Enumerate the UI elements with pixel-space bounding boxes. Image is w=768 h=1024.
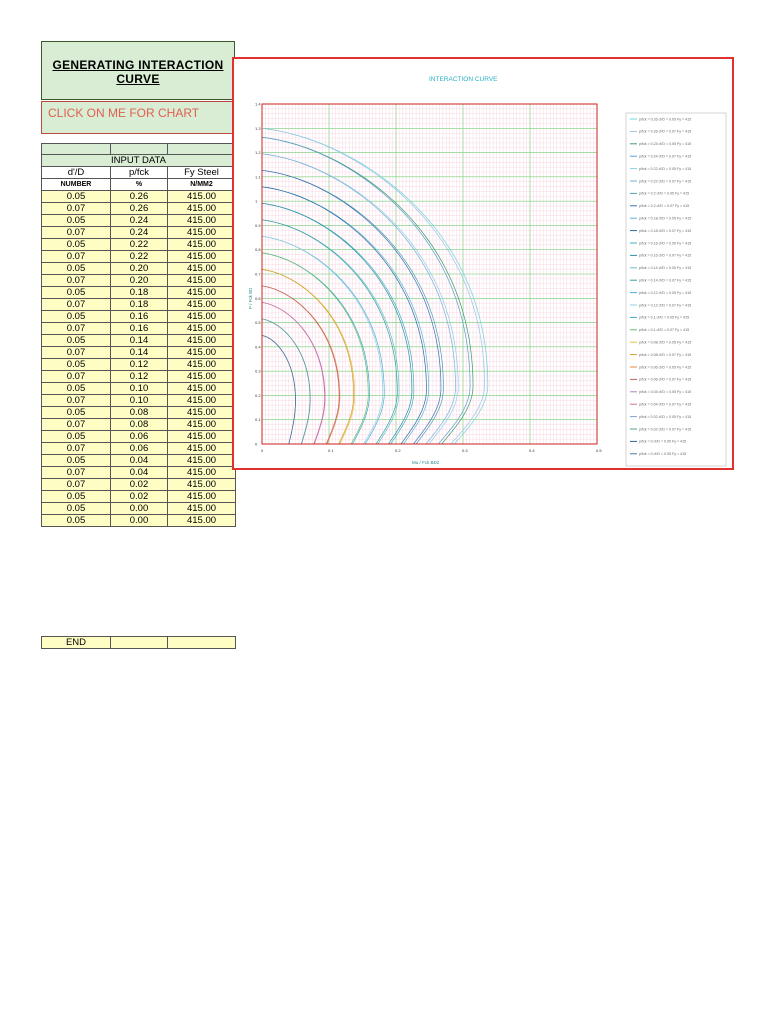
- cell-fy[interactable]: 415.00: [168, 407, 236, 419]
- cell-fy[interactable]: 415.00: [168, 419, 236, 431]
- cell-dd[interactable]: 0.07: [42, 275, 111, 287]
- cell-dd[interactable]: 0.05: [42, 191, 111, 203]
- y-tick-label: 0.5: [255, 320, 261, 326]
- curve-series-line: [262, 286, 340, 444]
- legend-entry: p/fck = 0 d'/D = 0.05 Fy = 415: [639, 452, 687, 457]
- legend-entry: p/fck = 0.16 d'/D = 0.07 Fy = 415: [639, 253, 692, 258]
- legend-entry: p/fck = 0.14 d'/D = 0.07 Fy = 415: [639, 278, 692, 283]
- cell-fy[interactable]: 415.00: [168, 215, 236, 227]
- legend-entry: p/fck = 0.2 d'/D = 0.05 Fy = 415: [639, 191, 690, 196]
- cell-fy[interactable]: 415.00: [168, 311, 236, 323]
- y-tick-label: 0.8: [255, 247, 261, 253]
- cell-fy[interactable]: 415.00: [168, 515, 236, 527]
- x-axis-label: Mu / Fck BD2: [412, 460, 440, 465]
- cell-dd[interactable]: 0.07: [42, 227, 111, 239]
- cell-dd[interactable]: 0.05: [42, 515, 111, 527]
- cell-pfck[interactable]: 0.20: [111, 275, 168, 287]
- end-label[interactable]: END: [42, 637, 111, 649]
- cell-fy[interactable]: 415.00: [168, 503, 236, 515]
- input-data-header: INPUT DATA: [42, 155, 236, 167]
- table-row: [42, 203, 236, 215]
- legend-entry: p/fck = 0.18 d'/D = 0.05 Fy = 415: [639, 216, 692, 221]
- legend-entry: p/fck = 0.06 d'/D = 0.07 Fy = 415: [639, 377, 692, 382]
- table-row: [42, 407, 236, 419]
- y-tick-label: 0.4: [255, 344, 261, 350]
- cell-fy[interactable]: 415.00: [168, 299, 236, 311]
- column-header-row: [42, 167, 236, 179]
- cell-fy[interactable]: 415.00: [168, 335, 236, 347]
- column-header: p/fck: [111, 167, 168, 179]
- chart-title: INTERACTION CURVE: [429, 76, 498, 83]
- cell-pfck[interactable]: 0.10: [111, 395, 168, 407]
- cell-dd[interactable]: 0.07: [42, 371, 111, 383]
- y-tick-label: 1.1: [255, 174, 261, 180]
- table-row: [42, 299, 236, 311]
- cell-fy[interactable]: 415.00: [168, 479, 236, 491]
- y-tick-label: 0.6: [255, 295, 261, 301]
- cell-pfck[interactable]: 0.12: [111, 371, 168, 383]
- cell-dd[interactable]: 0.07: [42, 299, 111, 311]
- y-tick-label: 0.7: [255, 271, 261, 277]
- cell-dd[interactable]: 0.05: [42, 407, 111, 419]
- cell-fy[interactable]: 415.00: [168, 275, 236, 287]
- legend-entry: p/fck = 0.26 d'/D = 0.07 Fy = 415: [639, 129, 692, 134]
- cell-dd[interactable]: 0.05: [42, 239, 111, 251]
- table-row: [42, 311, 236, 323]
- x-tick-label: 0.4: [529, 448, 535, 453]
- cell-pfck[interactable]: 0.00: [111, 503, 168, 515]
- end-cell[interactable]: [168, 637, 236, 649]
- cell-dd[interactable]: 0.05: [42, 383, 111, 395]
- cell-dd[interactable]: 0.07: [42, 419, 111, 431]
- cell-pfck[interactable]: 0.14: [111, 335, 168, 347]
- cell-pfck[interactable]: 0.10: [111, 383, 168, 395]
- cell-pfck[interactable]: 0.06: [111, 443, 168, 455]
- x-tick-label: 0.1: [328, 448, 334, 453]
- cell-pfck[interactable]: 0.04: [111, 455, 168, 467]
- y-tick-label: 0.2: [255, 392, 261, 398]
- curve-series-line: [262, 286, 339, 444]
- table-row: [42, 239, 236, 251]
- table-row: [42, 479, 236, 491]
- cell-pfck[interactable]: 0.02: [111, 491, 168, 503]
- table-row: [42, 443, 236, 455]
- table-row: [42, 491, 236, 503]
- legend-entry: p/fck = 0.12 d'/D = 0.07 Fy = 415: [639, 303, 692, 308]
- table-row: [42, 503, 236, 515]
- cell-dd[interactable]: 0.05: [42, 431, 111, 443]
- cell-fy[interactable]: 415.00: [168, 287, 236, 299]
- table-row: [42, 323, 236, 335]
- table-row: [42, 275, 236, 287]
- cell-pfck[interactable]: 0.14: [111, 347, 168, 359]
- cell-dd[interactable]: 0.07: [42, 203, 111, 215]
- table-row: [42, 395, 236, 407]
- curve-series-line: [262, 220, 397, 444]
- title-line-1: GENERATING INTERACTION: [52, 58, 224, 72]
- legend-entry: p/fck = 0.22 d'/D = 0.07 Fy = 415: [639, 179, 692, 184]
- cell-pfck[interactable]: 0.16: [111, 323, 168, 335]
- cell-dd[interactable]: 0.07: [42, 323, 111, 335]
- table-row: [42, 515, 236, 527]
- curve-series: [262, 128, 488, 444]
- table-row: [42, 191, 236, 203]
- table-row: [42, 215, 236, 227]
- table-row: [42, 359, 236, 371]
- legend-entry: p/fck = 0.02 d'/D = 0.05 Fy = 415: [639, 414, 692, 419]
- table-row: [42, 467, 236, 479]
- cell-pfck[interactable]: 0.26: [111, 203, 168, 215]
- cell-dd[interactable]: 0.05: [42, 455, 111, 467]
- end-row-table: [41, 636, 236, 649]
- cell-dd[interactable]: 0.05: [42, 503, 111, 515]
- input-data-header-row: [42, 155, 236, 167]
- cell-fy[interactable]: 415.00: [168, 395, 236, 407]
- y-tick-label: 1.4: [255, 101, 261, 107]
- curve-series-line: [262, 137, 473, 444]
- cell-pfck[interactable]: 0.26: [111, 191, 168, 203]
- legend-entry: p/fck = 0.1 d'/D = 0.05 Fy = 415: [639, 315, 690, 320]
- legend-entry: p/fck = 0.08 d'/D = 0.07 Fy = 415: [639, 352, 692, 357]
- table-row: [42, 455, 236, 467]
- legend-entry: p/fck = 0.22 d'/D = 0.05 Fy = 415: [639, 166, 692, 171]
- x-tick-label: 0.3: [462, 448, 468, 453]
- cell-fy[interactable]: 415.00: [168, 431, 236, 443]
- cell-dd[interactable]: 0.05: [42, 491, 111, 503]
- cell-dd[interactable]: 0.05: [42, 311, 111, 323]
- cell-dd[interactable]: 0.05: [42, 359, 111, 371]
- y-tick-label: 1.3: [255, 125, 261, 131]
- end-cell[interactable]: [111, 637, 168, 649]
- legend-entry: p/fck = 0 d'/D = 0.05 Fy = 415: [639, 439, 687, 444]
- cell-fy[interactable]: 415.00: [168, 383, 236, 395]
- cell-fy[interactable]: 415.00: [168, 443, 236, 455]
- x-tick-label: 0.2: [395, 448, 401, 453]
- cell-dd[interactable]: 0.07: [42, 347, 111, 359]
- y-tick-label: 0.3: [255, 368, 261, 374]
- y-tick-label: 0.9: [255, 222, 261, 228]
- units-row: [42, 179, 236, 191]
- legend-entry: p/fck = 0.12 d'/D = 0.05 Fy = 415: [639, 290, 692, 295]
- table-row: [42, 335, 236, 347]
- cell-dd[interactable]: 0.07: [42, 395, 111, 407]
- cell-pfck[interactable]: 0.16: [111, 311, 168, 323]
- empty-row: [42, 144, 236, 155]
- legend-entry: p/fck = 0.26 d'/D = 0.05 Fy = 415: [639, 117, 692, 122]
- cell-pfck[interactable]: 0.24: [111, 215, 168, 227]
- legend-entry: p/fck = 0.2 d'/D = 0.07 Fy = 415: [639, 204, 690, 209]
- y-axis-label: P / Fck BD: [248, 287, 253, 309]
- cell-pfck[interactable]: 0.12: [111, 359, 168, 371]
- cell-dd[interactable]: 0.07: [42, 443, 111, 455]
- legend-entry: p/fck = 0.1 d'/D = 0.07 Fy = 415: [639, 328, 690, 333]
- x-tick-label: 0.5: [596, 448, 602, 453]
- unit-label: NUMBER: [42, 179, 111, 191]
- cell-pfck[interactable]: 0.24: [111, 227, 168, 239]
- title-line-2: CURVE: [116, 72, 160, 86]
- cell-fy[interactable]: 415.00: [168, 203, 236, 215]
- cell-pfck[interactable]: 0.06: [111, 431, 168, 443]
- legend-entry: p/fck = 0.16 d'/D = 0.05 Fy = 415: [639, 241, 692, 246]
- cell-fy[interactable]: 415.00: [168, 371, 236, 383]
- table-row: [42, 371, 236, 383]
- unit-label: N/MM2: [168, 179, 236, 191]
- legend-entry: p/fck = 0.02 d'/D = 0.07 Fy = 415: [639, 427, 692, 432]
- unit-label: %: [111, 179, 168, 191]
- curve-series-line: [262, 319, 310, 444]
- cell-fy[interactable]: 415.00: [168, 347, 236, 359]
- cell-dd[interactable]: 0.07: [42, 467, 111, 479]
- cell-dd[interactable]: 0.05: [42, 287, 111, 299]
- cell-fy[interactable]: 415.00: [168, 359, 236, 371]
- cell-fy[interactable]: 415.00: [168, 227, 236, 239]
- table-row: [42, 431, 236, 443]
- table-row: [42, 263, 236, 275]
- x-tick-label: 0: [261, 448, 264, 453]
- table-row: [42, 419, 236, 431]
- cell-pfck[interactable]: 0.02: [111, 479, 168, 491]
- table-row: [42, 287, 236, 299]
- legend-entry: p/fck = 0.04 d'/D = 0.05 Fy = 415: [639, 390, 692, 395]
- cell-fy[interactable]: 415.00: [168, 191, 236, 203]
- column-header: d'/D: [42, 167, 111, 179]
- cell-pfck[interactable]: 0.08: [111, 419, 168, 431]
- y-tick-label: 1: [255, 198, 258, 204]
- cell-fy[interactable]: 415.00: [168, 491, 236, 503]
- cell-dd[interactable]: 0.07: [42, 251, 111, 263]
- y-tick-label: 0.1: [255, 417, 261, 423]
- legend-entry: p/fck = 0.06 d'/D = 0.05 Fy = 415: [639, 365, 692, 370]
- legend-entry: p/fck = 0.24 d'/D = 0.05 Fy = 415: [639, 142, 692, 147]
- cell-pfck[interactable]: 0.04: [111, 467, 168, 479]
- cell-dd[interactable]: 0.05: [42, 335, 111, 347]
- column-header: Fy Steel: [168, 167, 236, 179]
- cell-dd[interactable]: 0.05: [42, 263, 111, 275]
- end-row: [42, 637, 236, 649]
- legend-entry: p/fck = 0.04 d'/D = 0.07 Fy = 415: [639, 402, 692, 407]
- interaction-curve-chart: [234, 59, 732, 468]
- input-data-table: [41, 143, 236, 527]
- curve-series-line: [262, 154, 458, 444]
- legend-entry: p/fck = 0.08 d'/D = 0.05 Fy = 415: [639, 340, 692, 345]
- cell-pfck[interactable]: 0.18: [111, 299, 168, 311]
- table-row: [42, 251, 236, 263]
- cell-fy[interactable]: 415.00: [168, 455, 236, 467]
- y-tick-label: 0: [255, 441, 258, 447]
- curve-series-line: [262, 319, 310, 444]
- cell-fy[interactable]: 415.00: [168, 323, 236, 335]
- table-row: [42, 383, 236, 395]
- y-tick-label: 1.2: [255, 150, 261, 156]
- legend-entry: p/fck = 0.14 d'/D = 0.05 Fy = 415: [639, 266, 692, 271]
- chart-frame[interactable]: [232, 57, 734, 470]
- cell-pfck[interactable]: 0.20: [111, 263, 168, 275]
- legend: [626, 113, 726, 466]
- cell-fy[interactable]: 415.00: [168, 263, 236, 275]
- legend-entry: p/fck = 0.24 d'/D = 0.07 Fy = 415: [639, 154, 692, 159]
- table-row: [42, 347, 236, 359]
- title-box: [41, 41, 235, 100]
- cell-dd[interactable]: 0.05: [42, 215, 111, 227]
- cell-pfck[interactable]: 0.22: [111, 251, 168, 263]
- cell-pfck[interactable]: 0.00: [111, 515, 168, 527]
- cell-pfck[interactable]: 0.22: [111, 239, 168, 251]
- legend-entry: p/fck = 0.18 d'/D = 0.07 Fy = 415: [639, 228, 692, 233]
- cell-pfck[interactable]: 0.08: [111, 407, 168, 419]
- cell-dd[interactable]: 0.07: [42, 479, 111, 491]
- cell-fy[interactable]: 415.00: [168, 251, 236, 263]
- cell-pfck[interactable]: 0.18: [111, 287, 168, 299]
- table-row: [42, 227, 236, 239]
- click-for-chart-button[interactable]: CLICK ON ME FOR CHART: [41, 101, 235, 134]
- cell-fy[interactable]: 415.00: [168, 467, 236, 479]
- cell-fy[interactable]: 415.00: [168, 239, 236, 251]
